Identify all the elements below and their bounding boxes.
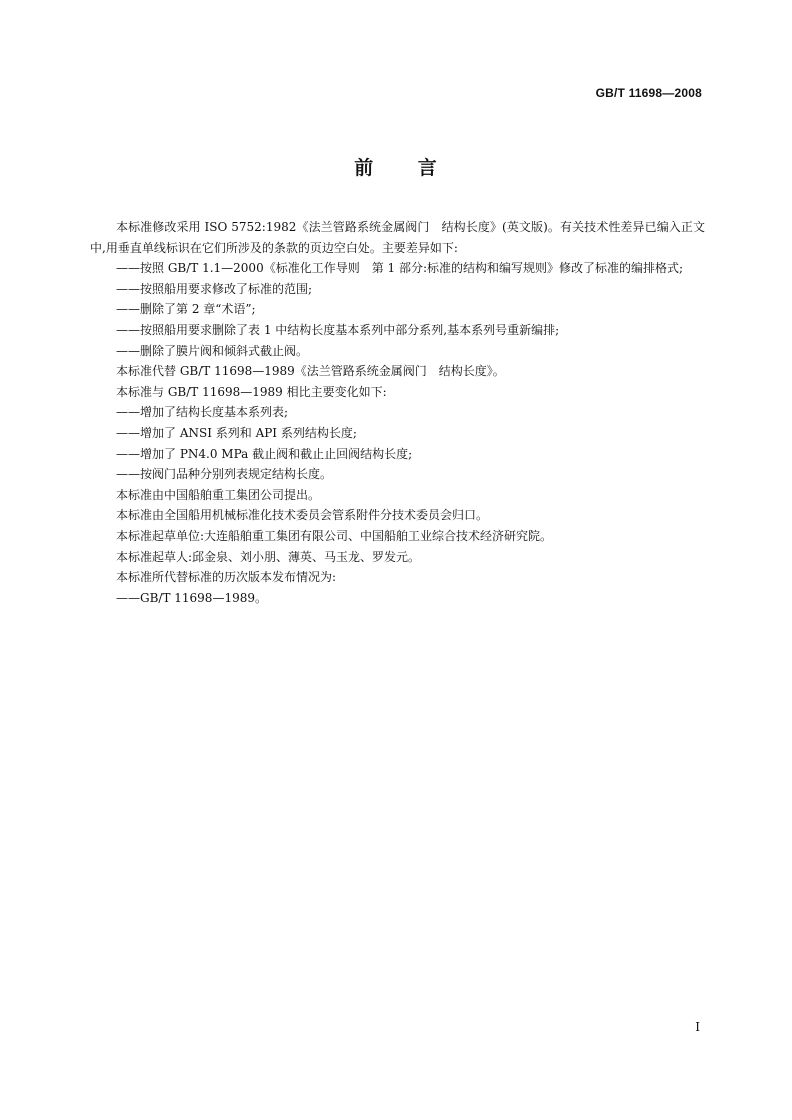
history-intro: 本标准所代替标准的历次版本发布情况为: [116,570,337,585]
standard-number: GB/T 11698—2008 [595,86,702,100]
list-item: ——按照船用要求修改了标准的范围; [116,281,313,296]
list-item: ——增加了 ANSI 系列和 API 系列结构长度; [116,425,357,440]
committee-statement: 本标准由全国船用机械标准化技术委员会管系附件分技术委员会归口。 [116,508,489,523]
list-item: ——按照 GB/T 1.1—2000《标准化工作导则 第 1 部分:标准的结构和编写规则》修改了标准的编排格式; [116,261,684,276]
list-item: ——增加了 PN4.0 MPa 截止阀和截止止回阀结构长度; [116,446,413,461]
drafters: 本标准起草人:邱金泉、刘小朋、薄英、马玉龙、罗发元。 [116,549,421,564]
page-number: I [695,1020,700,1034]
intro-paragraph: 本标准修改采用 ISO 5752:1982《法兰管路系统金属阀门 结构长度》(英文版)。有关技术性差异已编入正文中,用垂直单线标识在它们所涉及的条款的页边空白处。主要差异如下: [90,220,705,255]
list-item: ——按阀门品种分别列表规定结构长度。 [116,467,333,482]
list-item: ——增加了结构长度基本系列表; [116,405,289,420]
list-item: ——删除了第 2 章“术语”; [116,302,256,317]
list-item: ——按照船用要求删除了表 1 中结构长度基本系列中部分系列,基本系列号重新编排; [116,322,560,337]
drafting-units: 本标准起草单位:大连船舶重工集团有限公司、中国船舶工业综合技术经济研究院。 [116,528,553,543]
foreword-body [90,217,705,608]
replacement-statement: 本标准代替 GB/T 11698—1989《法兰管路系统金属阀门 结构长度》。 [116,364,505,379]
page-title: 前 言 [354,157,438,179]
list-item: ——删除了膜片阀和倾斜式截止阀。 [116,343,309,358]
changes-intro: 本标准与 GB/T 11698—1989 相比主要变化如下: [116,384,387,399]
list-item: ——GB/T 11698—1989。 [116,590,267,605]
proposer-statement: 本标准由中国船舶重工集团公司提出。 [116,487,321,502]
